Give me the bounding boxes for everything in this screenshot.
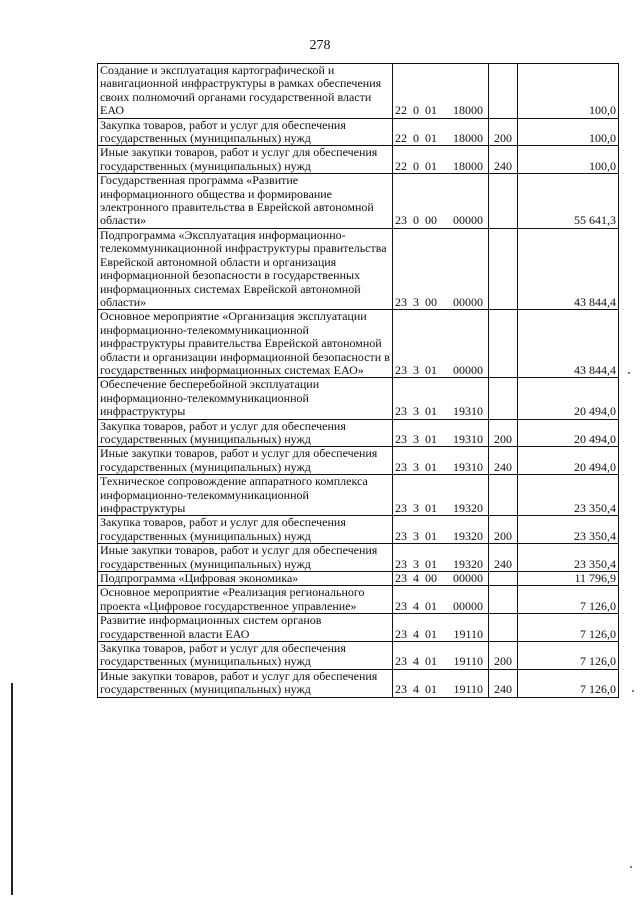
code-part: 00000 xyxy=(453,571,483,586)
row-expense-type xyxy=(489,572,518,586)
code-part: 4 xyxy=(413,682,419,697)
table-row xyxy=(98,642,619,670)
row-code xyxy=(393,614,489,642)
row-name: Иные закупки товаров, работ и услуг для обеспечения государственных (муниципальных) нужд xyxy=(98,447,393,475)
row-amount: 100,0 xyxy=(518,118,619,146)
row-name: Государственная программа «Развитие информационного общества и формирование электронного правительства в Еврейской автономной области» xyxy=(98,174,393,229)
code-part: 01 xyxy=(425,362,437,377)
code-part: 01 xyxy=(425,131,437,146)
code-part: 4 xyxy=(413,598,419,613)
scan-margin-line xyxy=(11,683,13,895)
row-amount: 7 126,0 xyxy=(518,669,619,697)
code-part: 23 xyxy=(395,294,407,309)
code-part: 23 xyxy=(395,404,407,419)
code-part: 23 xyxy=(395,598,407,613)
table-row xyxy=(98,146,619,174)
row-amount: 7 126,0 xyxy=(518,642,619,670)
code-part: 18000 xyxy=(453,103,483,118)
table-row xyxy=(98,419,619,447)
row-name: Закупка товаров, работ и услуг для обеспечения государственных (муниципальных) нужд xyxy=(98,419,393,447)
row-expense-type: 200 xyxy=(489,642,518,670)
row-name: Иные закупки товаров, работ и услуг для обеспечения государственных (муниципальных) нужд xyxy=(98,146,393,174)
row-code xyxy=(393,228,489,309)
row-amount: 23 350,4 xyxy=(518,475,619,516)
row-name: Закупка товаров, работ и услуг для обеспечения государственных (муниципальных) нужд xyxy=(98,516,393,544)
table-row xyxy=(98,544,619,572)
row-amount: 11 796,9 xyxy=(518,572,619,586)
code-part: 00000 xyxy=(453,213,483,228)
code-part: 19110 xyxy=(453,654,483,669)
code-part: 4 xyxy=(413,654,419,669)
budget-table-body xyxy=(98,64,619,698)
code-part: 3 xyxy=(413,362,419,377)
code-part: 19320 xyxy=(453,528,483,543)
code-part: 19320 xyxy=(453,501,483,515)
row-expense-type xyxy=(489,378,518,419)
row-name: Иные закупки товаров, работ и услуг для обеспечения государственных (муниципальных) нужд xyxy=(98,544,393,572)
code-part: 01 xyxy=(425,598,437,613)
row-amount: 7 126,0 xyxy=(518,614,619,642)
page-number: 278 xyxy=(309,38,331,53)
code-part: 00000 xyxy=(453,294,483,309)
code-part: 19310 xyxy=(453,459,483,474)
row-code xyxy=(393,475,489,516)
table-row xyxy=(98,310,619,378)
code-part: 22 xyxy=(395,103,407,118)
code-part: 3 xyxy=(413,431,419,446)
row-code xyxy=(393,174,489,229)
row-expense-type: 200 xyxy=(489,118,518,146)
row-name: Развитие информационных систем органов государственной власти ЕАО xyxy=(98,614,393,642)
code-part: 22 xyxy=(395,131,407,146)
code-part: 01 xyxy=(425,431,437,446)
row-name: Подпрограмма «Цифровая экономика» xyxy=(98,572,393,586)
code-part: 3 xyxy=(413,404,419,419)
table-row xyxy=(98,174,619,229)
scan-dot xyxy=(630,866,632,868)
row-expense-type xyxy=(489,310,518,378)
code-part: 0 xyxy=(413,131,419,146)
row-amount: 20 494,0 xyxy=(518,447,619,475)
row-code xyxy=(393,572,489,586)
code-part: 01 xyxy=(425,158,437,173)
code-part: 19110 xyxy=(453,682,483,697)
row-code xyxy=(393,419,489,447)
code-part: 23 xyxy=(395,571,407,586)
scan-dot xyxy=(632,690,634,692)
row-expense-type xyxy=(489,475,518,516)
code-part: 18000 xyxy=(453,131,483,146)
table-row xyxy=(98,64,619,119)
code-part: 3 xyxy=(413,556,419,571)
row-name: Иные закупки товаров, работ и услуг для обеспечения государственных (муниципальных) нужд xyxy=(98,669,393,697)
code-part: 0 xyxy=(413,158,419,173)
code-part: 4 xyxy=(413,571,419,586)
table-row xyxy=(98,118,619,146)
row-name: Техническое сопровождение аппаратного комплекса информационно-телекоммуникационной инфраструктуры xyxy=(98,475,393,516)
code-part: 4 xyxy=(413,626,419,641)
row-expense-type: 240 xyxy=(489,669,518,697)
row-expense-type xyxy=(489,174,518,229)
code-part: 23 xyxy=(395,459,407,474)
row-expense-type xyxy=(489,64,518,119)
table-row xyxy=(98,586,619,614)
table-row xyxy=(98,516,619,544)
row-code xyxy=(393,447,489,475)
row-name: Основное мероприятие «Реализация регионального проекта «Цифровое государственное управление» xyxy=(98,586,393,614)
row-code xyxy=(393,516,489,544)
row-expense-type: 240 xyxy=(489,447,518,475)
row-name: Обеспечение бесперебойной эксплуатации информационно-телекоммуникационной инфраструктуры xyxy=(98,378,393,419)
code-part: 01 xyxy=(425,682,437,697)
code-part: 00 xyxy=(425,571,437,586)
row-code xyxy=(393,146,489,174)
code-part: 00 xyxy=(425,294,437,309)
code-part: 00000 xyxy=(453,362,483,377)
code-part: 19320 xyxy=(453,556,483,571)
row-amount: 23 350,4 xyxy=(518,516,619,544)
row-amount: 100,0 xyxy=(518,64,619,119)
code-part: 22 xyxy=(395,158,407,173)
row-code xyxy=(393,544,489,572)
row-amount: 23 350,4 xyxy=(518,544,619,572)
code-part: 01 xyxy=(425,528,437,543)
row-expense-type: 200 xyxy=(489,516,518,544)
row-code xyxy=(393,378,489,419)
row-code xyxy=(393,310,489,378)
row-amount: 43 844,4 xyxy=(518,228,619,309)
budget-table xyxy=(97,63,619,698)
code-part: 18000 xyxy=(453,158,483,173)
code-part: 23 xyxy=(395,362,407,377)
code-part: 19310 xyxy=(453,431,483,446)
code-part: 01 xyxy=(425,556,437,571)
row-code xyxy=(393,64,489,119)
row-expense-type: 200 xyxy=(489,419,518,447)
code-part: 3 xyxy=(413,528,419,543)
code-part: 01 xyxy=(425,459,437,474)
table-row xyxy=(98,572,619,586)
code-part: 19110 xyxy=(453,626,483,641)
row-name: Закупка товаров, работ и услуг для обеспечения государственных (муниципальных) нужд xyxy=(98,118,393,146)
row-code xyxy=(393,669,489,697)
row-name: Подпрограмма «Эксплуатация информационно-телекоммуникационной инфраструктуры правительства Еврейской автономной области и организация информационной безопасности в государственных информационных системах Еврейской автономной области» xyxy=(98,228,393,309)
code-part: 23 xyxy=(395,501,407,515)
row-expense-type xyxy=(489,614,518,642)
table-row xyxy=(98,228,619,309)
row-expense-type: 240 xyxy=(489,146,518,174)
row-expense-type: 240 xyxy=(489,544,518,572)
row-name: Закупка товаров, работ и услуг для обеспечения государственных (муниципальных) нужд xyxy=(98,642,393,670)
code-part: 23 xyxy=(395,556,407,571)
table-row xyxy=(98,378,619,419)
row-amount: 55 641,3 xyxy=(518,174,619,229)
row-code xyxy=(393,642,489,670)
code-part: 23 xyxy=(395,682,407,697)
code-part: 0 xyxy=(413,103,419,118)
scan-dot xyxy=(628,372,630,374)
code-part: 23 xyxy=(395,528,407,543)
code-part: 23 xyxy=(395,654,407,669)
row-amount: 20 494,0 xyxy=(518,419,619,447)
code-part: 19310 xyxy=(453,404,483,419)
row-amount: 20 494,0 xyxy=(518,378,619,419)
row-code xyxy=(393,586,489,614)
code-part: 23 xyxy=(395,626,407,641)
row-expense-type xyxy=(489,586,518,614)
code-part: 3 xyxy=(413,294,419,309)
code-part: 01 xyxy=(425,626,437,641)
code-part: 0 xyxy=(413,213,419,228)
code-part: 3 xyxy=(413,501,419,515)
code-part: 3 xyxy=(413,459,419,474)
table-row xyxy=(98,614,619,642)
table-row xyxy=(98,447,619,475)
code-part: 01 xyxy=(425,501,437,515)
code-part: 01 xyxy=(425,103,437,118)
row-name: Создание и эксплуатация картографической и навигационной инфраструктуры в рамках обеспечения своих полномочий органами государственной власти ЕАО xyxy=(98,64,393,119)
row-code xyxy=(393,118,489,146)
row-amount: 43 844,4 xyxy=(518,310,619,378)
code-part: 00 xyxy=(425,213,437,228)
code-part: 01 xyxy=(425,404,437,419)
row-name: Основное мероприятие «Организация эксплуатации информационно-телекоммуникационной инфраструктуры правительства Еврейской автономной области и организации информационной безопасности в государственных информационных системах ЕАО» xyxy=(98,310,393,378)
code-part: 23 xyxy=(395,213,407,228)
table-row xyxy=(98,669,619,697)
row-amount: 100,0 xyxy=(518,146,619,174)
table-row xyxy=(98,475,619,516)
row-expense-type xyxy=(489,228,518,309)
code-part: 00000 xyxy=(453,598,483,613)
code-part: 23 xyxy=(395,431,407,446)
row-amount: 7 126,0 xyxy=(518,586,619,614)
code-part: 01 xyxy=(425,654,437,669)
